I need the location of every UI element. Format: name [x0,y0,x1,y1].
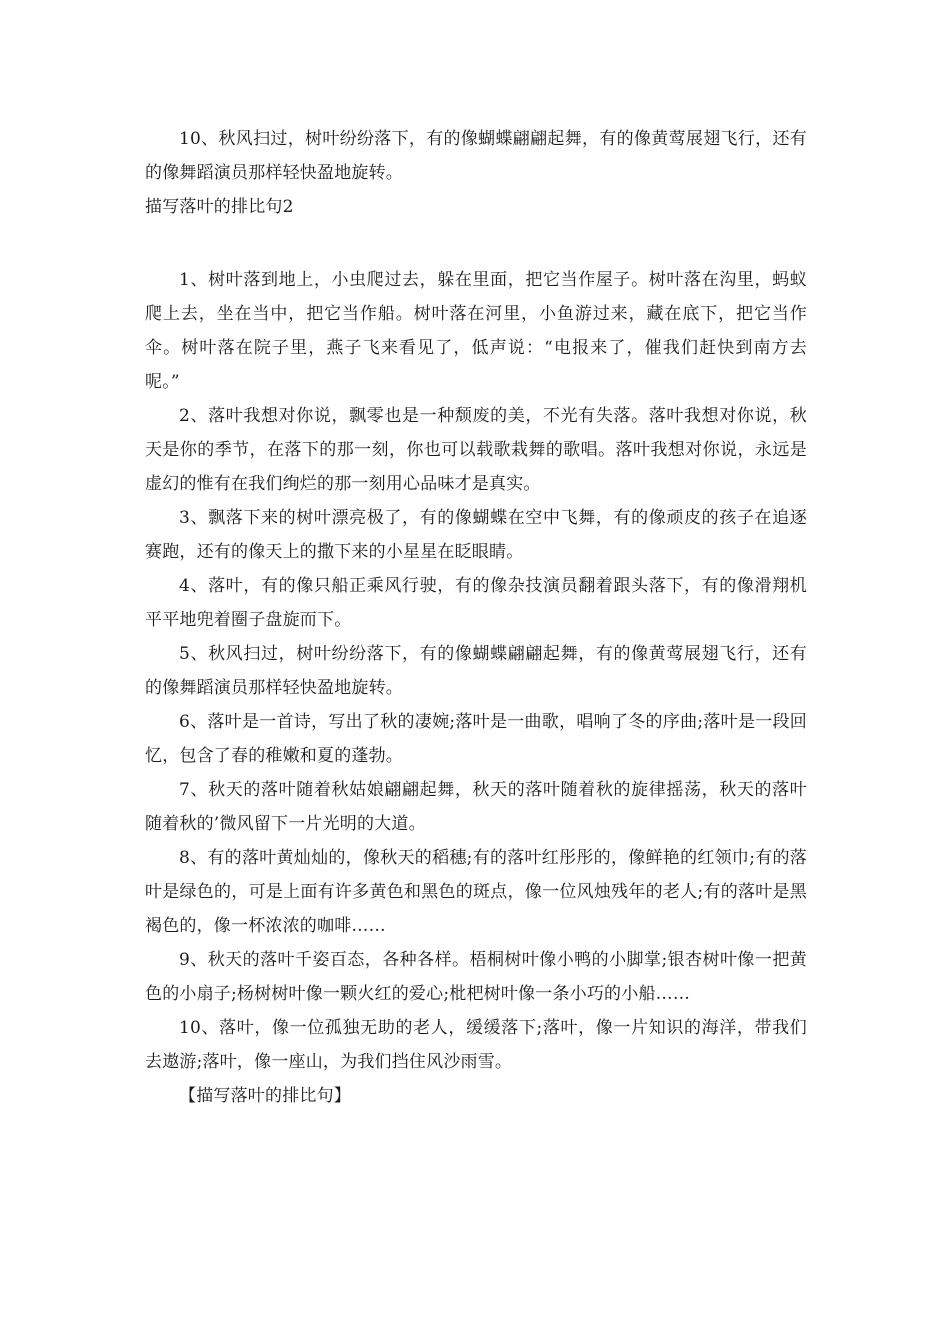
closing-title: 【描写落叶的排比句】 [179,1086,351,1106]
paragraph-4: 4、落叶，有的像只船正乘风行驶，有的像杂技演员翻着跟头落下，有的像滑翔机平平地兜着圈子盘旋而下。 [145,576,807,630]
paragraph-1: 1、树叶落到地上，小虫爬过去，躲在里面，把它当作屋子。树叶落在沟里，蚂蚁爬上去，坐在当中，把它当作船。树叶落在河里，小鱼游过来，藏在底下，把它当作伞。树叶落在院子里，燕子飞来看见了，低声说：“电报来了，催我们赶快到南方去呢。” [145,270,807,392]
paragraph-10: 10、落叶，像一位孤独无助的老人，缓缓落下;落叶，像一片知识的海洋，带我们去遨游;落叶，像一座山，为我们挡住风沙雨雪。 [145,1018,807,1072]
paragraph-5: 5、秋风扫过，树叶纷纷落下，有的像蝴蝶翩翩起舞，有的像黄莺展翅飞行，还有的像舞蹈演员那样轻快盈地旋转。 [145,644,807,698]
paragraph-3: 3、飘落下来的树叶漂亮极了，有的像蝴蝶在空中飞舞，有的像顽皮的孩子在追逐赛跑，还有的像天上的撒下来的小星星在眨眼睛。 [145,508,807,562]
paragraph-2: 2、落叶我想对你说，飘零也是一种颓废的美，不光有失落。落叶我想对你说，秋天是你的季节，在落下的那一刻，你也可以载歌栽舞的歌唱。落叶我想对你说，永远是虚幻的惟有在我们绚烂的那一刻用心品味才是真实。 [145,406,807,494]
intro-paragraph: 10、秋风扫过，树叶纷纷落下，有的像蝴蝶翩翩起舞，有的像黄莺展翅飞行，还有的像舞蹈演员那样轻快盈地旋转。 [145,129,807,183]
paragraph-8: 8、有的落叶黄灿灿的，像秋天的稻穗;有的落叶红彤彤的，像鲜艳的红领巾;有的落叶是绿色的，可是上面有许多黄色和黑色的斑点，像一位风烛残年的老人;有的落叶是黑褐色的，像一杯浓浓的咖啡…… [145,848,807,936]
paragraph-7: 7、秋天的落叶随着秋姑娘翩翩起舞，秋天的落叶随着秋的旋律摇荡，秋天的落叶随着秋的’微风留下一片光明的大道。 [145,780,807,834]
paragraph-6: 6、落叶是一首诗，写出了秋的凄婉;落叶是一曲歌，唱响了冬的序曲;落叶是一段回忆，包含了春的稚嫩和夏的蓬勃。 [145,712,807,766]
paragraph-9: 9、秋天的落叶千姿百态，各种各样。梧桐树叶像小鸭的小脚掌;银杏树叶像一把黄色的小扇子;杨树树叶像一颗火红的爱心;枇杷树叶像一条小巧的小船…… [145,950,807,1004]
document-body [145,122,807,1113]
section-heading: 描写落叶的排比句2 [145,197,294,217]
section-spacer [145,224,807,263]
